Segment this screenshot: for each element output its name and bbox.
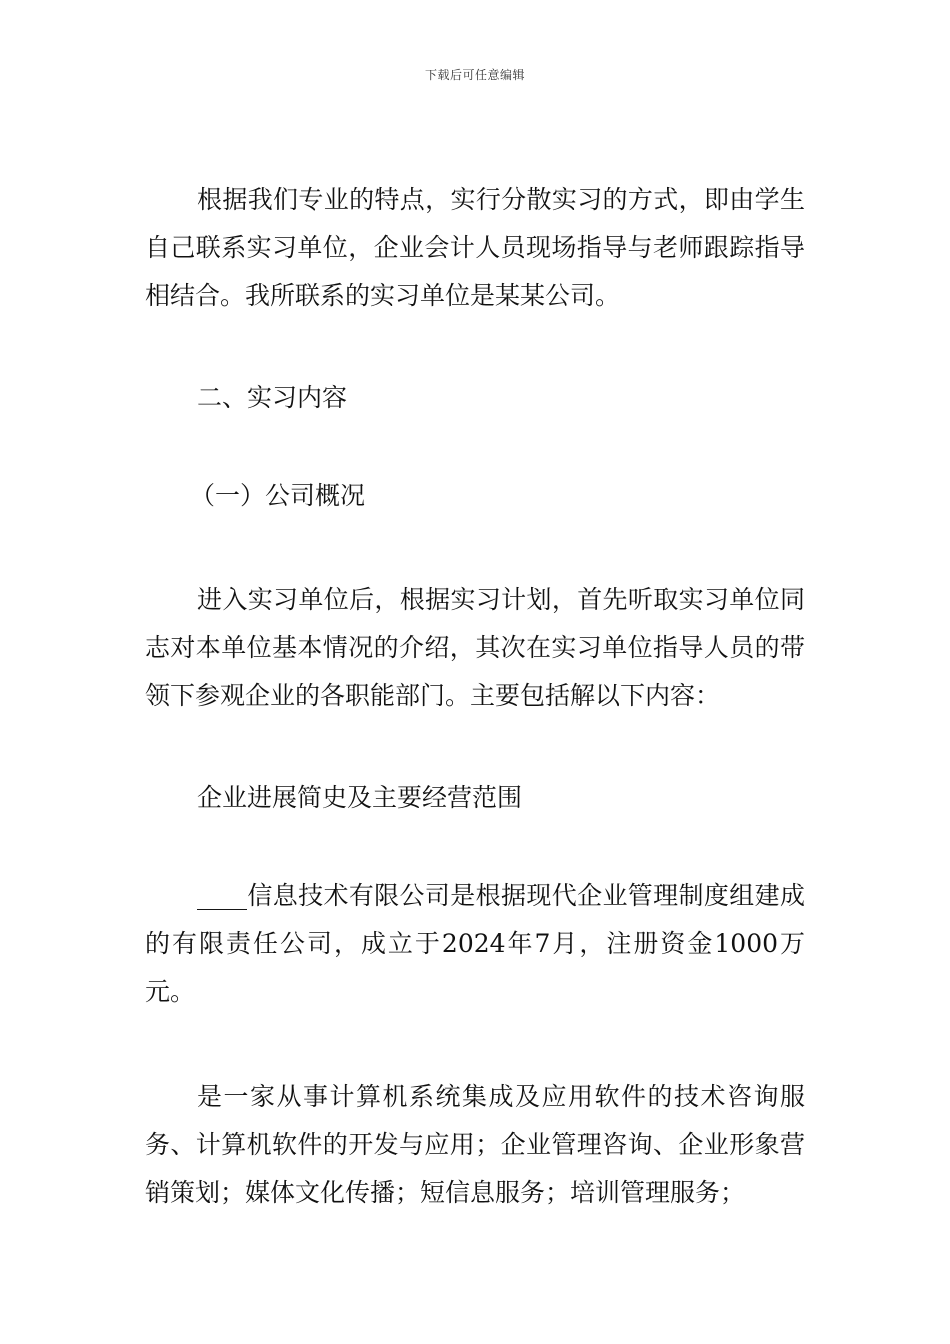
paragraph-business-scope: 是一家从事计算机系统集成及应用软件的技术咨询服务、计算机软件的开发与应用；企业管理咨询、企业形象营销策划；媒体文化传播；短信息服务；培训管理服务； xyxy=(145,1082,805,1207)
subsection-heading-company-overview: （一）公司概况 xyxy=(190,481,366,510)
item-heading-history-and-scope: 企业进展简史及主要经营范围 xyxy=(197,783,523,812)
section-heading-internship-content: 二、实习内容 xyxy=(197,383,348,412)
paragraph-company-introduction: 进入实习单位后，根据实习计划，首先听取实习单位同志对本单位基本情况的介绍，其次在实习单位指导人员的带领下参观企业的各职能部门。主要包括解以下内容： xyxy=(145,585,805,710)
paragraph-company-profile: ____信息技术有限公司是根据现代企业管理制度组建成的有限责任公司，成立于2024年7月，注册资金1000万元。 xyxy=(145,881,805,1006)
paragraph-internship-method: 根据我们专业的特点，实行分散实习的方式，即由学生自己联系实习单位，企业会计人员现场指导与老师跟踪指导相结合。我所联系的实习单位是某某公司。 xyxy=(145,185,805,310)
page-header-note: 下载后可任意编辑 xyxy=(424,68,525,82)
